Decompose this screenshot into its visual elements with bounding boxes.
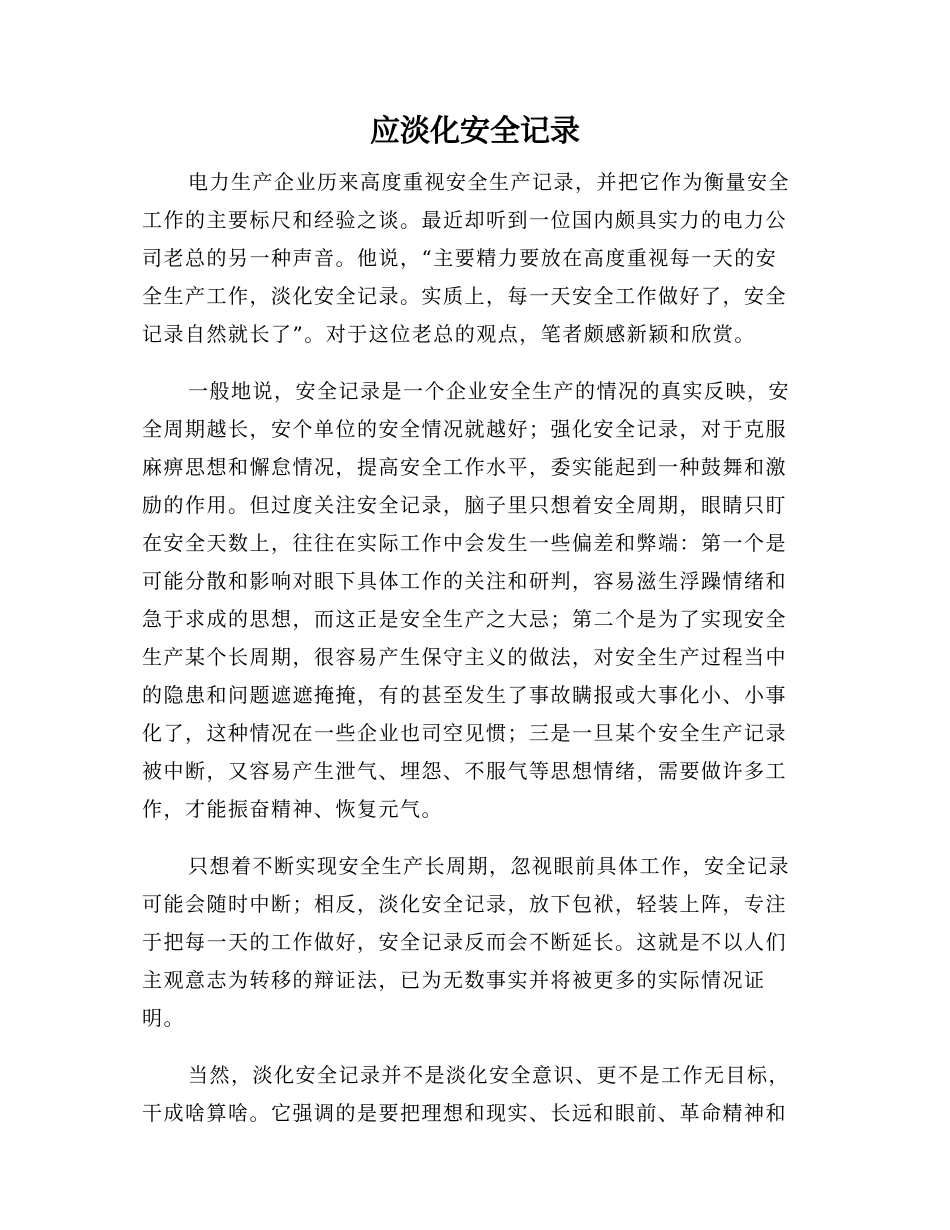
paragraph-line: 当然，淡化安全记录并不是淡化安全意识、更不是工作无目标， <box>188 1063 790 1087</box>
paragraph-line: 全周期越长，安个单位的安全情况就越好；强化安全记录，对于克服 <box>142 417 787 441</box>
paragraph-line: 于把每一天的工作做好，安全记录反而会不断延长。这就是不以人们 <box>142 930 787 954</box>
paragraph-line: 记录自然就长了”。对于这位老总的观点，笔者颇感新颖和欣赏。 <box>142 322 756 346</box>
paragraph-line: 被中断，又容易产生泄气、埋怨、不服气等思想情绪，需要做许多工 <box>142 759 787 783</box>
paragraph-line: 工作的主要标尺和经验之谈。最近却听到一位国内颇具实力的电力公 <box>142 208 787 232</box>
paragraph-line: 的隐患和问题遮遮掩掩，有的甚至发生了事故瞒报或大事化小、小事 <box>142 683 787 707</box>
paragraph-line: 司老总的另一种声音。他说，“主要精力要放在高度重视每一天的安 <box>142 246 778 270</box>
paragraph-line: 麻痹思想和懈怠情况，提高安全工作水平，委实能起到一种鼓舞和激 <box>142 455 787 479</box>
paragraph-line: 化了，这种情况在一些企业也司空见惯；三是一旦某个安全生产记录 <box>142 721 787 745</box>
paragraph-line: 只想着不断实现安全生产长周期，忽视眼前具体工作，安全记录 <box>188 854 790 878</box>
paragraph-line: 励的作用。但过度关注安全记录，脑子里只想着安全周期，眼睛只盯 <box>142 493 787 517</box>
paragraph-line: 明。 <box>142 1006 185 1030</box>
paragraph-line: 在安全天数上，往往在实际工作中会发生一些偏差和弊端：第一个是 <box>142 531 787 555</box>
paragraph-line: 可能会随时中断；相反，淡化安全记录，放下包袱，轻装上阵，专注 <box>142 892 787 916</box>
paragraph-line: 主观意志为转移的辩证法，已为无数事实并将被更多的实际情况证 <box>142 968 766 992</box>
paragraph-1 <box>142 163 794 353</box>
paragraph-line: 干成啥算啥。它强调的是要把理想和现实、长远和眼前、革命精神和 <box>142 1101 787 1125</box>
paragraph-2 <box>142 372 794 828</box>
paragraph-line: 生产某个长周期，很容易产生保守主义的做法，对安全生产过程当中 <box>142 645 787 669</box>
document-title: 应淡化安全记录 <box>370 114 580 149</box>
paragraph-line: 全生产工作，淡化安全记录。实质上，每一天安全工作做好了，安全 <box>142 284 787 308</box>
paragraph-line: 电力生产企业历来高度重视安全生产记录，并把它作为衡量安全 <box>188 170 790 194</box>
paragraph-3 <box>142 847 794 1037</box>
paragraph-line: 一般地说，安全记录是一个企业安全生产的情况的真实反映，安 <box>188 379 790 403</box>
paragraph-line: 急于求成的思想，而这正是安全生产之大忌；第二个是为了实现安全 <box>142 607 787 631</box>
paragraph-4 <box>142 1056 794 1132</box>
paragraph-line: 作，才能振奋精神、恢复元气。 <box>142 797 443 821</box>
paragraph-line: 可能分散和影响对眼下具体工作的关注和研判，容易滋生浮躁情绪和 <box>142 569 787 593</box>
document-body <box>142 163 794 1151</box>
